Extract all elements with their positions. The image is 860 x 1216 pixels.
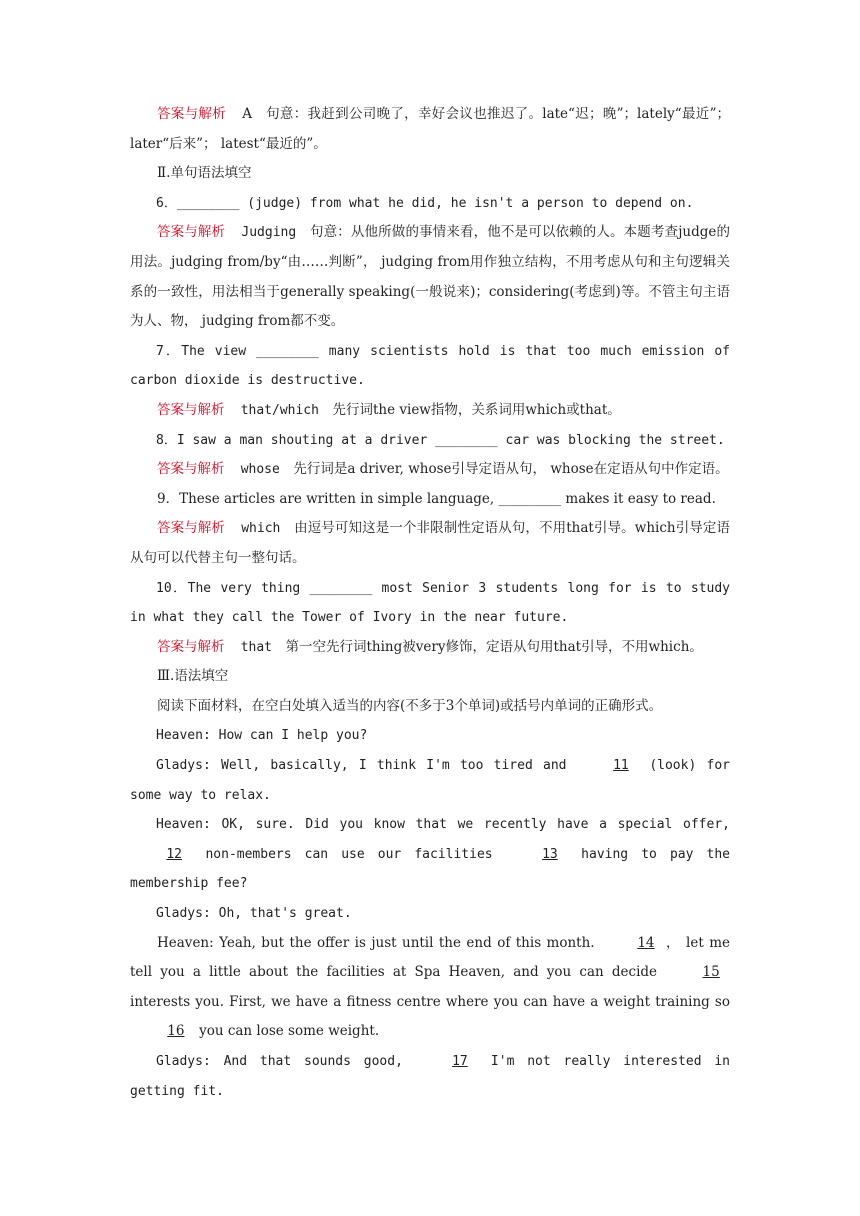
question-text: car was blocking the street.	[497, 432, 725, 448]
question-number: 6．	[156, 195, 177, 211]
section-title: Ⅱ.单句语法填空	[157, 165, 252, 182]
answer-label: 答案与解析	[157, 461, 225, 478]
answer-10	[130, 633, 730, 663]
question-10	[130, 574, 730, 633]
answer-key: A	[242, 106, 252, 122]
blank-14: 14	[637, 934, 655, 951]
answer-label: 答案与解析	[157, 224, 226, 241]
answer-blank: ________	[256, 343, 319, 359]
question-text: These articles are written in simple language,	[179, 490, 499, 507]
answer-explanation: 先行词是a driver, whose引导定语从句， whose在定语从句中作定语。	[293, 461, 729, 478]
document-page	[130, 100, 730, 1106]
blank-16: 16	[167, 1023, 185, 1040]
answer-label: 答案与解析	[157, 520, 226, 537]
dialogue-line	[130, 929, 730, 1047]
answer-8	[130, 455, 730, 485]
answer-blank: ________	[309, 580, 373, 596]
answer-5	[130, 100, 730, 159]
question-text: (judge) from what he did, he isn't a person to depend on.	[239, 195, 694, 211]
dialogue-text: Heaven: OK, sure. Did you know that we recently have a special offer,	[156, 817, 730, 833]
blank-15: 15	[702, 964, 720, 981]
answer-key: whose	[240, 462, 280, 478]
answer-label: 答案与解析	[157, 401, 225, 418]
answer-blank: ________	[498, 491, 562, 507]
dialogue-text: ， let me tell you a little about the facilities at Spa Heaven, and you can decide	[130, 934, 730, 981]
question-text: many scientists hold is that too much emission of carbon dioxide is destructive.	[130, 343, 730, 389]
question-text: most Senior 3 students long for is to study in what they call the Tower of Ivory in the near future.	[130, 580, 731, 626]
question-8	[130, 426, 730, 456]
dialogue-text: having to pay the membership fee?	[130, 846, 730, 892]
dialogue-text: I'm not really interested in getting fit.	[130, 1054, 730, 1099]
answer-explanation: 句意：我赶到公司晚了，幸好会议也推迟了。late“迟；晚”；lately“最近”； later“后来”； latest“最近的”。	[130, 106, 731, 152]
answer-6	[130, 218, 730, 336]
dialogue-line	[130, 810, 730, 899]
question-number: 10．	[156, 580, 188, 596]
answer-key: that/which	[240, 402, 319, 418]
blank-12: 12	[166, 846, 183, 862]
dialogue-line: Gladys: Oh, that's great.	[156, 906, 352, 922]
question-9	[130, 485, 730, 515]
answer-explanation: 先行词the view指物，关系词用which或that。	[332, 401, 621, 418]
question-text: The very thing	[187, 580, 310, 596]
dialogue-line	[130, 1047, 730, 1106]
dialogue-text: Gladys: Well, basically, I think I'm too tired and	[156, 758, 577, 774]
question-number: 8．	[156, 432, 177, 448]
blank-17: 17	[452, 1054, 468, 1069]
question-number: 7．	[156, 343, 182, 359]
blank-11: 11	[613, 758, 629, 774]
dialogue-text: Gladys: And that sounds good,	[156, 1054, 416, 1069]
dialogue-text: non-members can use our facilities	[192, 846, 506, 862]
question-text: I saw a man shouting at a driver	[176, 432, 436, 448]
dialogue-text: Heaven: Yeah, but the offer is just until the end of this month.	[157, 934, 601, 951]
dialogue-text: (look) for some way to relax.	[130, 758, 730, 803]
answer-explanation: 第一空先行词thing被very修饰，定语从句用that引导，不用which。	[285, 638, 703, 655]
answer-label: 答案与解析	[157, 638, 225, 655]
dialogue-text: you can lose some weight.	[194, 1023, 380, 1040]
question-number: 9．	[157, 490, 180, 507]
question-text: The view	[181, 343, 257, 359]
answer-key: that	[240, 639, 272, 655]
answer-explanation: 句意：从他所做的事情来看，他不是可以依赖的人。本题考查judge的用法。judging from/by“由……判断”， judging from用作独立结构，不用考虑从句和主句逻辑关系的一致性，用法相当于generally speaking(一般说来)；considering(考虑到)等。不管主句主语为人、物， judging from都不变。	[130, 224, 731, 330]
answer-blank: ________	[435, 432, 498, 448]
answer-7	[130, 396, 730, 426]
dialogue-text: interests you. First, we have a fitness centre where you can have a weight training so	[130, 993, 730, 1010]
blank-13: 13	[542, 846, 558, 862]
dialogue-line: Heaven: How can I help you?	[156, 728, 368, 744]
dialogue-line	[130, 751, 730, 810]
question-7	[130, 337, 730, 396]
answer-key: Judging	[241, 225, 297, 241]
answer-blank: ________	[176, 195, 240, 211]
answer-key: which	[241, 521, 281, 537]
answer-9	[130, 514, 730, 573]
question-6	[130, 189, 730, 219]
instructions: 阅读下面材料，在空白处填入适当的内容(不多于3个单词)或括号内单词的正确形式。	[157, 697, 663, 714]
answer-label: 答案与解析	[157, 106, 227, 122]
section-title: Ⅲ.语法填空	[157, 668, 229, 685]
answer-explanation: 由逗号可知这是一个非限制性定语从句，不用that引导。which引导定语从句可以代替主句一整句话。	[130, 520, 731, 566]
question-text: makes it easy to read.	[561, 490, 716, 507]
